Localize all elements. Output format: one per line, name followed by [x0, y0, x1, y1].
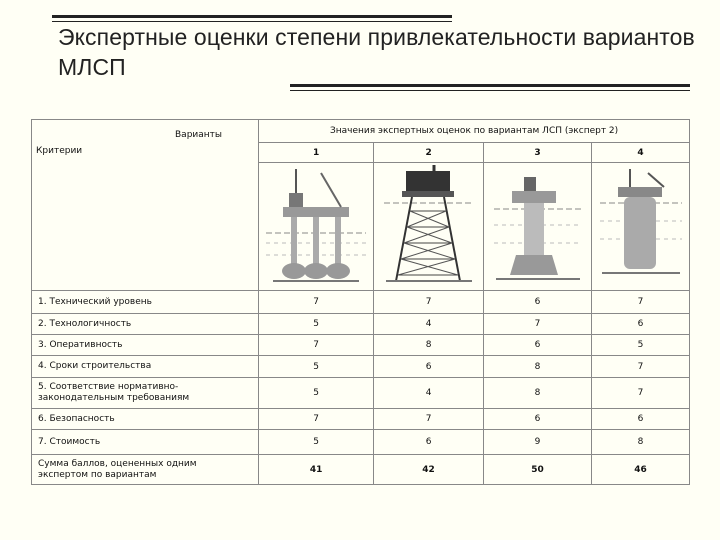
criterion-label: 2. Технологичность — [32, 314, 259, 335]
score-cell: 7 — [592, 356, 690, 378]
platform-illustration-3 — [484, 163, 592, 291]
score-cell: 7 — [484, 314, 592, 335]
mid-rule — [290, 84, 690, 87]
score-cell: 5 — [259, 356, 374, 378]
score-cell: 8 — [484, 378, 592, 409]
corner-criteria-label: Критерии — [36, 146, 83, 156]
table-row — [32, 335, 690, 356]
criterion-label: 5. Соответствие нормативно-законодательным требованиям — [32, 378, 259, 409]
score-cell: 6 — [484, 335, 592, 356]
slide-title: Экспертные оценки степени привлекательности вариантов МЛСП — [58, 24, 695, 80]
criterion-label: 3. Оперативность — [32, 335, 259, 356]
sum-cell: 46 — [592, 455, 690, 485]
criterion-label: 7. Стоимость — [32, 430, 259, 455]
score-cell: 4 — [374, 378, 484, 409]
platform-2-image — [376, 163, 482, 287]
sum-label: Сумма баллов, оцененных одним экспертом по вариантам — [32, 455, 259, 485]
sum-cell: 42 — [374, 455, 484, 485]
criterion-label: 6. Безопасность — [32, 409, 259, 430]
score-cell: 7 — [259, 335, 374, 356]
score-cell: 4 — [374, 314, 484, 335]
table-row — [32, 409, 690, 430]
corner-header-cell — [32, 120, 259, 291]
score-cell: 7 — [592, 378, 690, 409]
top-rule — [52, 15, 452, 18]
platform-3-image — [486, 163, 590, 287]
score-cell: 7 — [259, 291, 374, 314]
column-header-3: 3 — [484, 143, 592, 163]
mid-rule-thin — [290, 90, 690, 91]
column-header-4: 4 — [592, 143, 690, 163]
column-header-1: 1 — [259, 143, 374, 163]
score-cell: 5 — [592, 335, 690, 356]
column-header-2: 2 — [374, 143, 484, 163]
score-cell: 5 — [259, 430, 374, 455]
group-header: Значения экспертных оценок по вариантам ЛСП (эксперт 2) — [259, 120, 690, 143]
table-row — [32, 378, 690, 409]
platform-illustration-1 — [259, 163, 374, 291]
platform-illustration-2 — [374, 163, 484, 291]
score-cell: 8 — [484, 356, 592, 378]
table-row — [32, 356, 690, 378]
score-cell: 6 — [484, 291, 592, 314]
score-cell: 6 — [374, 356, 484, 378]
sum-cell: 41 — [259, 455, 374, 485]
score-cell: 7 — [259, 409, 374, 430]
score-cell: 8 — [374, 335, 484, 356]
score-cell: 9 — [484, 430, 592, 455]
table-row — [32, 291, 690, 314]
sum-row — [32, 455, 690, 485]
platform-1-image — [261, 163, 371, 287]
table-row — [32, 314, 690, 335]
score-cell: 6 — [374, 430, 484, 455]
platform-illustration-4 — [592, 163, 690, 291]
score-cell: 5 — [259, 314, 374, 335]
criterion-label: 4. Сроки строительства — [32, 356, 259, 378]
sum-cell: 50 — [484, 455, 592, 485]
score-cell: 6 — [484, 409, 592, 430]
corner-variants-label: Варианты — [175, 130, 222, 140]
score-cell: 8 — [592, 430, 690, 455]
criterion-label: 1. Технический уровень — [32, 291, 259, 314]
score-cell: 7 — [592, 291, 690, 314]
score-cell: 7 — [374, 409, 484, 430]
table-row — [32, 430, 690, 455]
evaluation-table — [31, 119, 690, 485]
score-cell: 7 — [374, 291, 484, 314]
platform-4-image — [594, 163, 688, 287]
score-cell: 6 — [592, 314, 690, 335]
score-cell: 6 — [592, 409, 690, 430]
score-cell: 5 — [259, 378, 374, 409]
